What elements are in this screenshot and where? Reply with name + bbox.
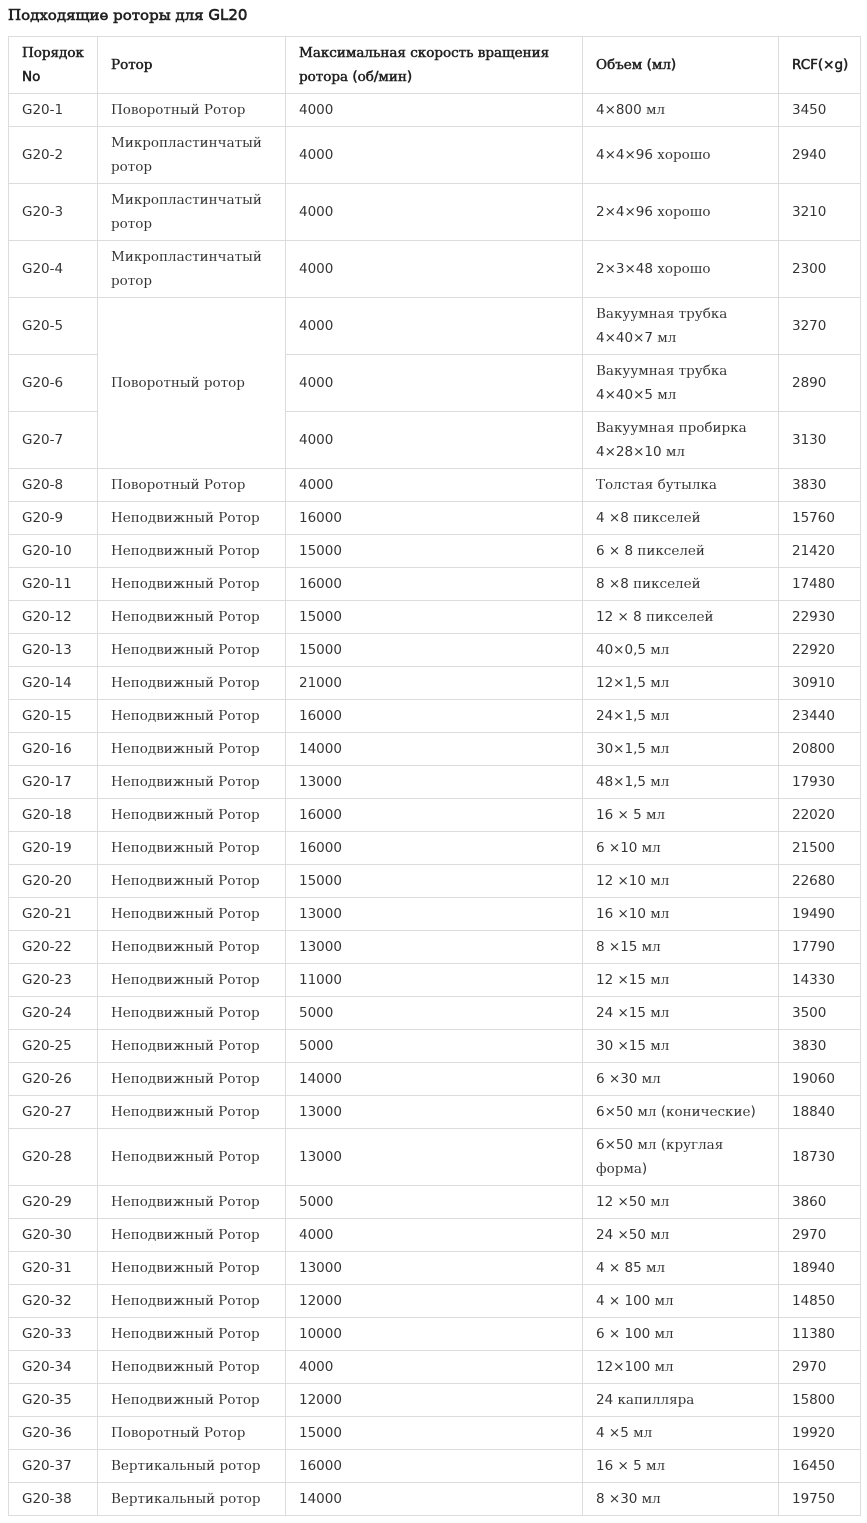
- cell-order-no: G20-19: [9, 832, 98, 865]
- cell-order-no: G20-27: [9, 1096, 98, 1129]
- cell-max-speed: 16000: [286, 700, 583, 733]
- cell-max-speed: 14000: [286, 733, 583, 766]
- table-row: [9, 184, 861, 241]
- table-row: [9, 1450, 861, 1483]
- cell-rotor: Неподвижный Ротор: [98, 634, 286, 667]
- cell-rcf: 15800: [779, 1384, 861, 1417]
- cell-volume: 8 ×30 мл: [583, 1483, 779, 1516]
- cell-rcf: 14330: [779, 964, 861, 997]
- cell-volume: 16 × 5 мл: [583, 799, 779, 832]
- cell-order-no: G20-7: [9, 412, 98, 469]
- cell-order-no: G20-35: [9, 1384, 98, 1417]
- cell-volume: Вакуумная пробирка 4×28×10 мл: [583, 412, 779, 469]
- table-row: [9, 535, 861, 568]
- cell-max-speed: 14000: [286, 1063, 583, 1096]
- cell-volume: 8 ×15 мл: [583, 931, 779, 964]
- cell-max-speed: 15000: [286, 601, 583, 634]
- cell-max-speed: 16000: [286, 832, 583, 865]
- cell-max-speed: 15000: [286, 865, 583, 898]
- cell-rotor: Микропластинчатый ротор: [98, 127, 286, 184]
- cell-rotor: Неподвижный Ротор: [98, 1030, 286, 1063]
- cell-volume: 6 × 100 мл: [583, 1318, 779, 1351]
- cell-rcf: 19920: [779, 1417, 861, 1450]
- cell-rcf: 3830: [779, 469, 861, 502]
- cell-rotor: Неподвижный Ротор: [98, 931, 286, 964]
- table-row: [9, 667, 861, 700]
- cell-rotor: Неподвижный Ротор: [98, 898, 286, 931]
- cell-rotor: Поворотный Ротор: [98, 469, 286, 502]
- cell-max-speed: 4000: [286, 469, 583, 502]
- cell-rcf: 3860: [779, 1186, 861, 1219]
- cell-max-speed: 15000: [286, 535, 583, 568]
- table-row: [9, 1384, 861, 1417]
- cell-max-speed: 16000: [286, 502, 583, 535]
- header-row: [9, 37, 861, 94]
- cell-order-no: G20-3: [9, 184, 98, 241]
- table-row: [9, 832, 861, 865]
- cell-order-no: G20-16: [9, 733, 98, 766]
- cell-max-speed: 13000: [286, 1129, 583, 1186]
- cell-order-no: G20-6: [9, 355, 98, 412]
- cell-volume: 6 ×30 мл: [583, 1063, 779, 1096]
- cell-rotor: Вертикальный ротор: [98, 1483, 286, 1516]
- cell-rotor: Неподвижный Ротор: [98, 1318, 286, 1351]
- cell-rcf: 22020: [779, 799, 861, 832]
- cell-rotor: Микропластинчатый ротор: [98, 241, 286, 298]
- cell-order-no: G20-37: [9, 1450, 98, 1483]
- table-row: [9, 1186, 861, 1219]
- cell-rcf: 22920: [779, 634, 861, 667]
- table-row: [9, 127, 861, 184]
- cell-max-speed: 4000: [286, 412, 583, 469]
- cell-rotor: Неподвижный Ротор: [98, 1063, 286, 1096]
- cell-order-no: G20-30: [9, 1219, 98, 1252]
- cell-max-speed: 4000: [286, 355, 583, 412]
- cell-volume: 6×50 мл (конические): [583, 1096, 779, 1129]
- cell-order-no: G20-18: [9, 799, 98, 832]
- cell-max-speed: 10000: [286, 1318, 583, 1351]
- table-row: [9, 469, 861, 502]
- cell-order-no: G20-21: [9, 898, 98, 931]
- cell-rotor: Поворотный Ротор: [98, 1417, 286, 1450]
- cell-rcf: 2970: [779, 1219, 861, 1252]
- table-row: [9, 1285, 861, 1318]
- cell-volume: 12×1,5 мл: [583, 667, 779, 700]
- cell-volume: 30 ×15 мл: [583, 1030, 779, 1063]
- cell-volume: 12 ×15 мл: [583, 964, 779, 997]
- cell-rotor: Неподвижный Ротор: [98, 1129, 286, 1186]
- cell-rotor: Неподвижный Ротор: [98, 1186, 286, 1219]
- cell-max-speed: 4000: [286, 298, 583, 355]
- cell-order-no: G20-28: [9, 1129, 98, 1186]
- table-row: [9, 766, 861, 799]
- cell-volume: 48×1,5 мл: [583, 766, 779, 799]
- cell-volume: 4 × 85 мл: [583, 1252, 779, 1285]
- cell-rcf: 11380: [779, 1318, 861, 1351]
- cell-rotor: Неподвижный Ротор: [98, 832, 286, 865]
- table-row: [9, 1417, 861, 1450]
- cell-volume: 4×4×96 хорошо: [583, 127, 779, 184]
- cell-volume: Вакуумная трубка 4×40×7 мл: [583, 298, 779, 355]
- cell-order-no: G20-24: [9, 997, 98, 1030]
- cell-order-no: G20-4: [9, 241, 98, 298]
- table-row: [9, 1483, 861, 1516]
- cell-max-speed: 16000: [286, 568, 583, 601]
- cell-rcf: 3130: [779, 412, 861, 469]
- table-row: [9, 964, 861, 997]
- cell-rcf: 2970: [779, 1351, 861, 1384]
- cell-volume: 12 ×10 мл: [583, 865, 779, 898]
- col-header-volume: Объем (мл): [583, 37, 779, 94]
- cell-max-speed: 5000: [286, 1186, 583, 1219]
- table-row: [9, 94, 861, 127]
- cell-rotor: Неподвижный Ротор: [98, 865, 286, 898]
- cell-rotor: Неподвижный Ротор: [98, 799, 286, 832]
- cell-volume: 16 × 5 мл: [583, 1450, 779, 1483]
- cell-order-no: G20-11: [9, 568, 98, 601]
- cell-volume: 8 ×8 пикселей: [583, 568, 779, 601]
- cell-max-speed: 13000: [286, 898, 583, 931]
- cell-rotor: Вертикальный ротор: [98, 1450, 286, 1483]
- cell-rotor: Неподвижный Ротор: [98, 997, 286, 1030]
- table-row: [9, 1351, 861, 1384]
- cell-rcf: 2940: [779, 127, 861, 184]
- cell-rotor: Неподвижный Ротор: [98, 568, 286, 601]
- cell-rcf: 18940: [779, 1252, 861, 1285]
- cell-order-no: G20-38: [9, 1483, 98, 1516]
- cell-rcf: 14850: [779, 1285, 861, 1318]
- cell-rcf: 3500: [779, 997, 861, 1030]
- cell-max-speed: 5000: [286, 1030, 583, 1063]
- cell-rotor: Неподвижный Ротор: [98, 601, 286, 634]
- cell-rotor: Микропластинчатый ротор: [98, 184, 286, 241]
- cell-order-no: G20-23: [9, 964, 98, 997]
- cell-rcf: 18840: [779, 1096, 861, 1129]
- table-row: [9, 1252, 861, 1285]
- cell-rcf: 3450: [779, 94, 861, 127]
- table-row: [9, 601, 861, 634]
- cell-rotor: Неподвижный Ротор: [98, 766, 286, 799]
- table-row: [9, 1129, 861, 1186]
- cell-rotor: Неподвижный Ротор: [98, 1285, 286, 1318]
- cell-order-no: G20-33: [9, 1318, 98, 1351]
- rotor-table-header: [9, 37, 861, 94]
- cell-max-speed: 12000: [286, 1384, 583, 1417]
- cell-max-speed: 21000: [286, 667, 583, 700]
- table-row: [9, 733, 861, 766]
- cell-volume: 2×4×96 хорошо: [583, 184, 779, 241]
- cell-order-no: G20-34: [9, 1351, 98, 1384]
- cell-rotor: Неподвижный Ротор: [98, 1252, 286, 1285]
- table-row: [9, 931, 861, 964]
- cell-order-no: G20-2: [9, 127, 98, 184]
- cell-volume: 4 ×5 мл: [583, 1417, 779, 1450]
- page-title: Подходящие роторы для GL20: [8, 6, 248, 24]
- table-row: [9, 1030, 861, 1063]
- cell-max-speed: 4000: [286, 184, 583, 241]
- cell-volume: 6×50 мл (круглая форма): [583, 1129, 779, 1186]
- table-row: [9, 298, 861, 355]
- cell-order-no: G20-17: [9, 766, 98, 799]
- cell-volume: 4 ×8 пикселей: [583, 502, 779, 535]
- cell-max-speed: 4000: [286, 127, 583, 184]
- cell-rotor: Поворотный Ротор: [98, 94, 286, 127]
- cell-rotor: Неподвижный Ротор: [98, 700, 286, 733]
- cell-volume: 4×800 мл: [583, 94, 779, 127]
- cell-rcf: 19060: [779, 1063, 861, 1096]
- cell-volume: 12 × 8 пикселей: [583, 601, 779, 634]
- cell-volume: 2×3×48 хорошо: [583, 241, 779, 298]
- cell-rcf: 17790: [779, 931, 861, 964]
- cell-max-speed: 5000: [286, 997, 583, 1030]
- cell-volume: 12 ×50 мл: [583, 1186, 779, 1219]
- cell-rcf: 19490: [779, 898, 861, 931]
- cell-volume: 24 капилляра: [583, 1384, 779, 1417]
- cell-rcf: 23440: [779, 700, 861, 733]
- cell-volume: Толстая бутылка: [583, 469, 779, 502]
- cell-max-speed: 4000: [286, 1219, 583, 1252]
- cell-order-no: G20-9: [9, 502, 98, 535]
- cell-rotor: Неподвижный Ротор: [98, 1096, 286, 1129]
- table-row: [9, 799, 861, 832]
- cell-max-speed: 15000: [286, 634, 583, 667]
- cell-rcf: 19750: [779, 1483, 861, 1516]
- table-row: [9, 1318, 861, 1351]
- col-header-max-speed: Максимальная скорость вращения ротора (об/мин): [286, 37, 583, 94]
- cell-max-speed: 16000: [286, 1450, 583, 1483]
- cell-rcf: 3830: [779, 1030, 861, 1063]
- cell-rotor: Неподвижный Ротор: [98, 1351, 286, 1384]
- cell-max-speed: 13000: [286, 931, 583, 964]
- cell-order-no: G20-15: [9, 700, 98, 733]
- table-row: [9, 700, 861, 733]
- table-row: [9, 634, 861, 667]
- cell-rcf: 18730: [779, 1129, 861, 1186]
- cell-rcf: 21420: [779, 535, 861, 568]
- cell-rotor: Неподвижный Ротор: [98, 1219, 286, 1252]
- cell-rcf: 22930: [779, 601, 861, 634]
- table-row: [9, 865, 861, 898]
- cell-rcf: 20800: [779, 733, 861, 766]
- cell-max-speed: 11000: [286, 964, 583, 997]
- cell-max-speed: 13000: [286, 1252, 583, 1285]
- cell-order-no: G20-25: [9, 1030, 98, 1063]
- cell-max-speed: 13000: [286, 766, 583, 799]
- cell-order-no: G20-13: [9, 634, 98, 667]
- cell-volume: 12×100 мл: [583, 1351, 779, 1384]
- cell-max-speed: 14000: [286, 1483, 583, 1516]
- cell-volume: 6 ×10 мл: [583, 832, 779, 865]
- cell-volume: 24 ×15 мл: [583, 997, 779, 1030]
- table-row: [9, 241, 861, 298]
- cell-rcf: 22680: [779, 865, 861, 898]
- cell-volume: 24 ×50 мл: [583, 1219, 779, 1252]
- cell-rcf: 2300: [779, 241, 861, 298]
- cell-rcf: 3270: [779, 298, 861, 355]
- cell-volume: 16 ×10 мл: [583, 898, 779, 931]
- col-header-rotor: Ротор: [98, 37, 286, 94]
- cell-order-no: G20-36: [9, 1417, 98, 1450]
- cell-rcf: 2890: [779, 355, 861, 412]
- cell-rcf: 15760: [779, 502, 861, 535]
- cell-order-no: G20-31: [9, 1252, 98, 1285]
- cell-volume: 4 × 100 мл: [583, 1285, 779, 1318]
- cell-order-no: G20-1: [9, 94, 98, 127]
- table-row: [9, 898, 861, 931]
- rotor-table-body: [9, 94, 861, 1516]
- cell-order-no: G20-26: [9, 1063, 98, 1096]
- cell-rotor: Неподвижный Ротор: [98, 535, 286, 568]
- table-row: [9, 568, 861, 601]
- cell-rcf: 3210: [779, 184, 861, 241]
- cell-max-speed: 4000: [286, 241, 583, 298]
- cell-rcf: 21500: [779, 832, 861, 865]
- col-header-order-no: Порядок No: [9, 37, 98, 94]
- cell-rotor: Неподвижный Ротор: [98, 733, 286, 766]
- cell-rotor: Неподвижный Ротор: [98, 667, 286, 700]
- table-row: [9, 1063, 861, 1096]
- cell-order-no: G20-8: [9, 469, 98, 502]
- cell-order-no: G20-22: [9, 931, 98, 964]
- cell-rotor: Неподвижный Ротор: [98, 964, 286, 997]
- cell-order-no: G20-14: [9, 667, 98, 700]
- cell-max-speed: 12000: [286, 1285, 583, 1318]
- cell-order-no: G20-10: [9, 535, 98, 568]
- cell-max-speed: 4000: [286, 1351, 583, 1384]
- col-header-rcf: RCF(×g): [779, 37, 861, 94]
- cell-order-no: G20-32: [9, 1285, 98, 1318]
- cell-rcf: 16450: [779, 1450, 861, 1483]
- cell-rotor: Неподвижный Ротор: [98, 502, 286, 535]
- cell-order-no: G20-5: [9, 298, 98, 355]
- cell-max-speed: 13000: [286, 1096, 583, 1129]
- cell-order-no: G20-29: [9, 1186, 98, 1219]
- cell-volume: 6 × 8 пикселей: [583, 535, 779, 568]
- cell-volume: 24×1,5 мл: [583, 700, 779, 733]
- table-row: [9, 1096, 861, 1129]
- cell-max-speed: 15000: [286, 1417, 583, 1450]
- table-row: [9, 997, 861, 1030]
- cell-volume: 40×0,5 мл: [583, 634, 779, 667]
- cell-volume: Вакуумная трубка 4×40×5 мл: [583, 355, 779, 412]
- cell-rcf: 17480: [779, 568, 861, 601]
- rotor-table: [8, 36, 861, 1516]
- table-row: [9, 1219, 861, 1252]
- cell-rotor: Неподвижный Ротор: [98, 1384, 286, 1417]
- cell-max-speed: 16000: [286, 799, 583, 832]
- cell-rcf: 17930: [779, 766, 861, 799]
- cell-order-no: G20-12: [9, 601, 98, 634]
- cell-volume: 30×1,5 мл: [583, 733, 779, 766]
- cell-rcf: 30910: [779, 667, 861, 700]
- table-row: [9, 502, 861, 535]
- cell-max-speed: 4000: [286, 94, 583, 127]
- cell-order-no: G20-20: [9, 865, 98, 898]
- cell-rotor: Поворотный ротор: [98, 298, 286, 469]
